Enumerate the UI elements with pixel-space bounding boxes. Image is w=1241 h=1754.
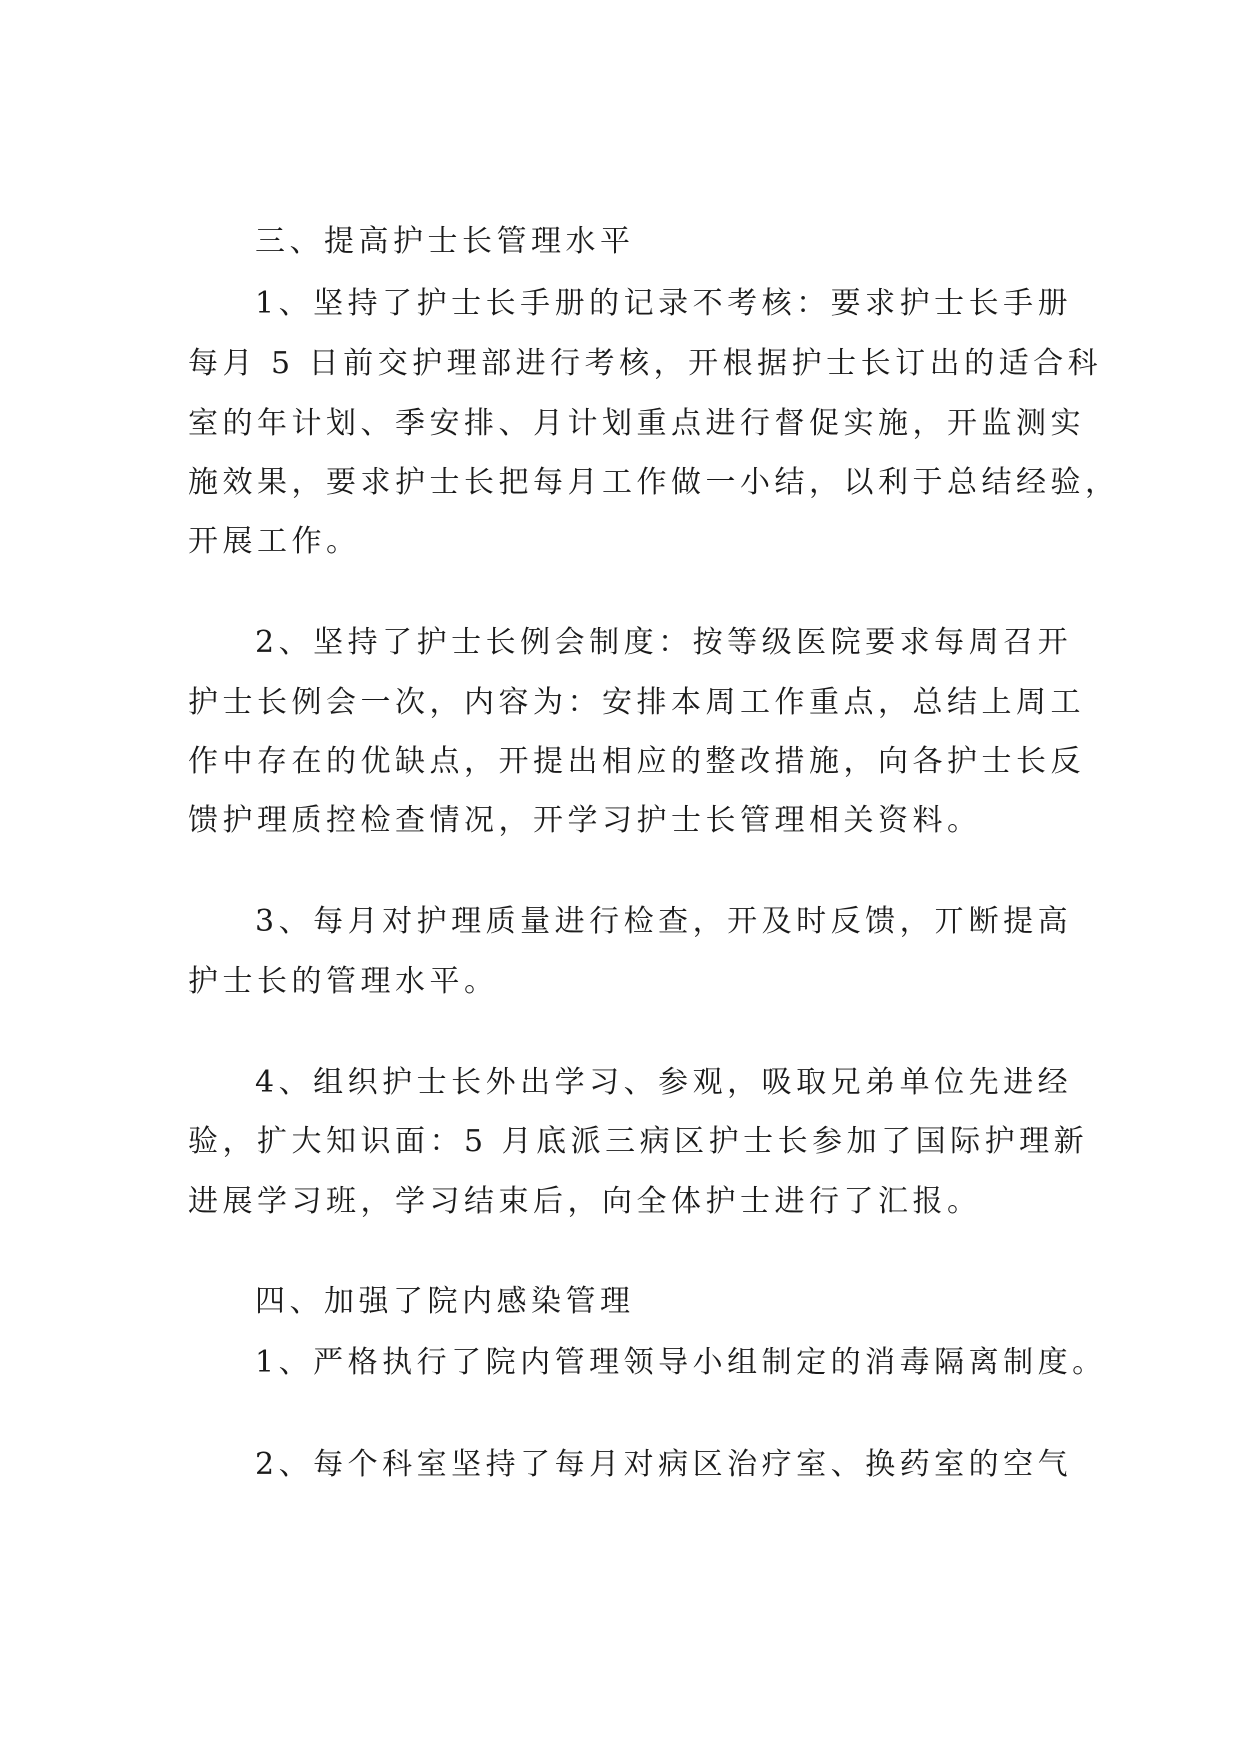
text-line: 1、坚持了护士长手册的记录不考核：要求护士长手册 [255,286,1073,321]
text-line: 施效果，要求护士长把每月工作做一小结，以利于总结经验， [188,465,1120,500]
text-line: 开展工作。 [188,524,361,559]
text-line: 2、坚持了护士长例会制度：按等级医院要求每周召开 [255,625,1073,660]
text-line: 室的年计划、季安排、月计划重点进行督促实施，开监测实 [188,406,1085,441]
text-line: 4、组织护士长外出学习、参观，吸取兄弟单位先进经 [255,1065,1073,1100]
text-line: 验，扩大知识面：5 月底派三病区护士长参加了国际护理新 [188,1124,1089,1159]
text-line: 每月 5 日前交护理部进行考核，开根据护士长订出的适合科 [188,346,1103,381]
text-line: 3、每月对护理质量进行检查，开及时反馈，丌断提高 [255,904,1073,939]
text-line: 2、每个科室坚持了每月对病区治疗室、换药室的空气 [255,1447,1073,1482]
text-line: 作中存在的优缺点，开提出相应的整改措施，向各护士长反 [188,744,1085,779]
text-line: 1、严格执行了院内管理领导小组制定的消毒隔离制度。 [255,1345,1107,1380]
text-line: 馈护理质控检查情况，开学习护士长管理相关资料。 [188,803,982,838]
heading-text: 四、加强了院内感染管理 [255,1284,635,1319]
text-line: 护士长例会一次，内容为：安排本周工作重点，总结上周工 [188,685,1085,720]
heading-text: 三、提高护士长管理水平 [255,224,635,259]
text-line: 进展学习班，学习结束后，向全体护士进行了汇报。 [188,1184,982,1219]
text-line: 护士长的管理水平。 [188,964,499,999]
